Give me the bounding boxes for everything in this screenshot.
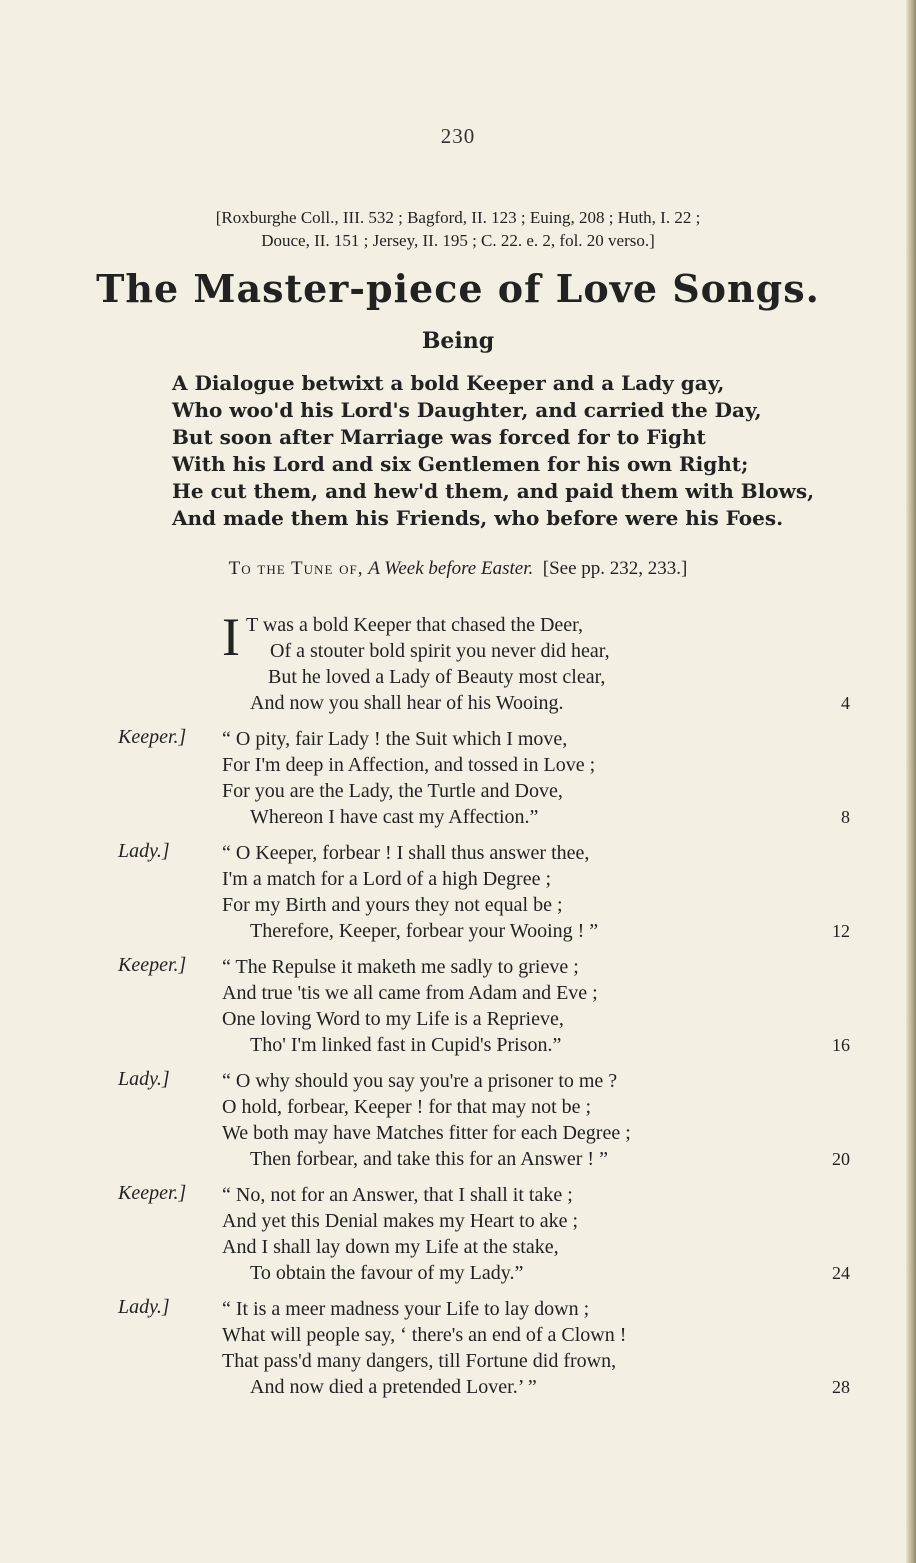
being-heading: Being <box>421 328 495 354</box>
verse-line: “ O pity, fair Lady ! the Suit which I move, <box>222 728 568 750</box>
verse-line: “ No, not for an Answer, that I shall it take ; <box>222 1184 573 1206</box>
verse-line: That pass'd many dangers, till Fortune did frown, <box>222 1350 617 1372</box>
verse-line: But he loved a Lady of Beauty most clear, <box>268 666 606 688</box>
verse-line: One loving Word to my Life is a Reprieve, <box>222 1008 564 1030</box>
ballad-title: The Master-piece of Love Songs. <box>96 266 820 311</box>
verse-line: For my Birth and yours they not equal be ; <box>222 894 563 916</box>
line-number: 8 <box>841 807 850 827</box>
line-number: 16 <box>832 1035 850 1055</box>
verse-line: For you are the Lady, the Turtle and Dove, <box>222 780 563 802</box>
verse-line: O hold, forbear, Keeper ! for that may not be ; <box>222 1096 592 1118</box>
ballad-subtitle <box>172 370 815 532</box>
collection-references <box>0 206 916 252</box>
speaker-label: Keeper.] <box>118 954 187 976</box>
drop-cap: I <box>222 607 240 667</box>
verse-line: Of a stouter bold spirit you never did hear, <box>270 640 610 662</box>
line-number: 12 <box>832 921 850 941</box>
stanza-5 <box>0 1068 916 1172</box>
line-number: 24 <box>832 1263 850 1283</box>
tune-prefix: To the Tune of, <box>228 558 364 579</box>
verse-line: And yet this Denial makes my Heart to ake ; <box>222 1210 579 1232</box>
line-number: 20 <box>832 1149 850 1169</box>
verse-line: “ It is a meer madness your Life to lay down ; <box>222 1298 590 1320</box>
verse-line: To obtain the favour of my Lady.” 24 <box>250 1262 850 1284</box>
verse-line: And now you shall hear of his Wooing. 4 <box>250 692 850 714</box>
verse-line: Tho' I'm linked fast in Cupid's Prison.” 16 <box>250 1034 850 1056</box>
verse-line: And true 'tis we all came from Adam and Eve ; <box>222 982 598 1004</box>
verse-line: What will people say, ‘ there's an end of a Clown ! <box>222 1324 627 1346</box>
subtitle-line: A Dialogue betwixt a bold Keeper and a Lady gay, <box>172 371 725 395</box>
tune-reference: [See pp. 232, 233.] <box>542 558 688 579</box>
verse-line: I'm a match for a Lord of a high Degree ; <box>222 868 552 890</box>
page-number: 230 <box>440 124 476 148</box>
verse-line: And now died a pretended Lover.’ ” 28 <box>250 1376 850 1398</box>
speaker-label: Lady.] <box>118 1296 170 1318</box>
verse-line: For I'm deep in Affection, and tossed in Love ; <box>222 754 596 776</box>
verse-line: Whereon I have cast my Affection.” 8 <box>250 806 850 828</box>
stanza-7 <box>0 1296 916 1400</box>
tune-name: A Week before Easter. <box>368 558 534 579</box>
verse-line: Therefore, Keeper, forbear your Wooing ! ” 12 <box>250 920 850 942</box>
subtitle-line: With his Lord and six Gentlemen for his own Right; <box>172 452 749 476</box>
speaker-label: Lady.] <box>118 840 170 862</box>
collection-line-2: Douce, II. 151 ; Jersey, II. 195 ; C. 22. e. 2, fol. 20 verso.] <box>261 231 655 250</box>
speaker-label: Lady.] <box>118 1068 170 1090</box>
verse-line: T was a bold Keeper that chased the Deer, <box>246 614 584 636</box>
tune-line <box>0 558 916 580</box>
verse-line: “ O why should you say you're a prisoner to me ? <box>222 1070 618 1092</box>
stanza-1 <box>0 607 916 716</box>
poem <box>0 607 916 1410</box>
stanza-4 <box>0 954 916 1058</box>
line-number: 4 <box>841 693 850 713</box>
verse-line: And I shall lay down my Life at the stake, <box>222 1236 559 1258</box>
verse-line: “ O Keeper, forbear ! I shall thus answer thee, <box>222 842 590 864</box>
subtitle-line: But soon after Marriage was forced for to Fight <box>172 425 706 449</box>
subtitle-line: He cut them, and hew'd them, and paid them with Blows, <box>172 479 815 503</box>
subtitle-line: And made them his Friends, who before were his Foes. <box>172 506 784 530</box>
verse-line: Then forbear, and take this for an Answer ! ” 20 <box>250 1148 850 1170</box>
speaker-label: Keeper.] <box>118 726 187 748</box>
subtitle-line: Who woo'd his Lord's Daughter, and carried the Day, <box>172 398 762 422</box>
collection-line-1: [Roxburghe Coll., III. 532 ; Bagford, II. 123 ; Euing, 208 ; Huth, I. 22 ; <box>215 208 701 227</box>
speaker-label: Keeper.] <box>118 1182 187 1204</box>
verse-line: “ The Repulse it maketh me sadly to grieve ; <box>222 956 579 978</box>
stanza-3 <box>0 840 916 944</box>
stanza-2 <box>0 726 916 830</box>
verse-line: We both may have Matches fitter for each Degree ; <box>222 1122 631 1144</box>
line-number: 28 <box>832 1377 850 1397</box>
stanza-6 <box>0 1182 916 1286</box>
